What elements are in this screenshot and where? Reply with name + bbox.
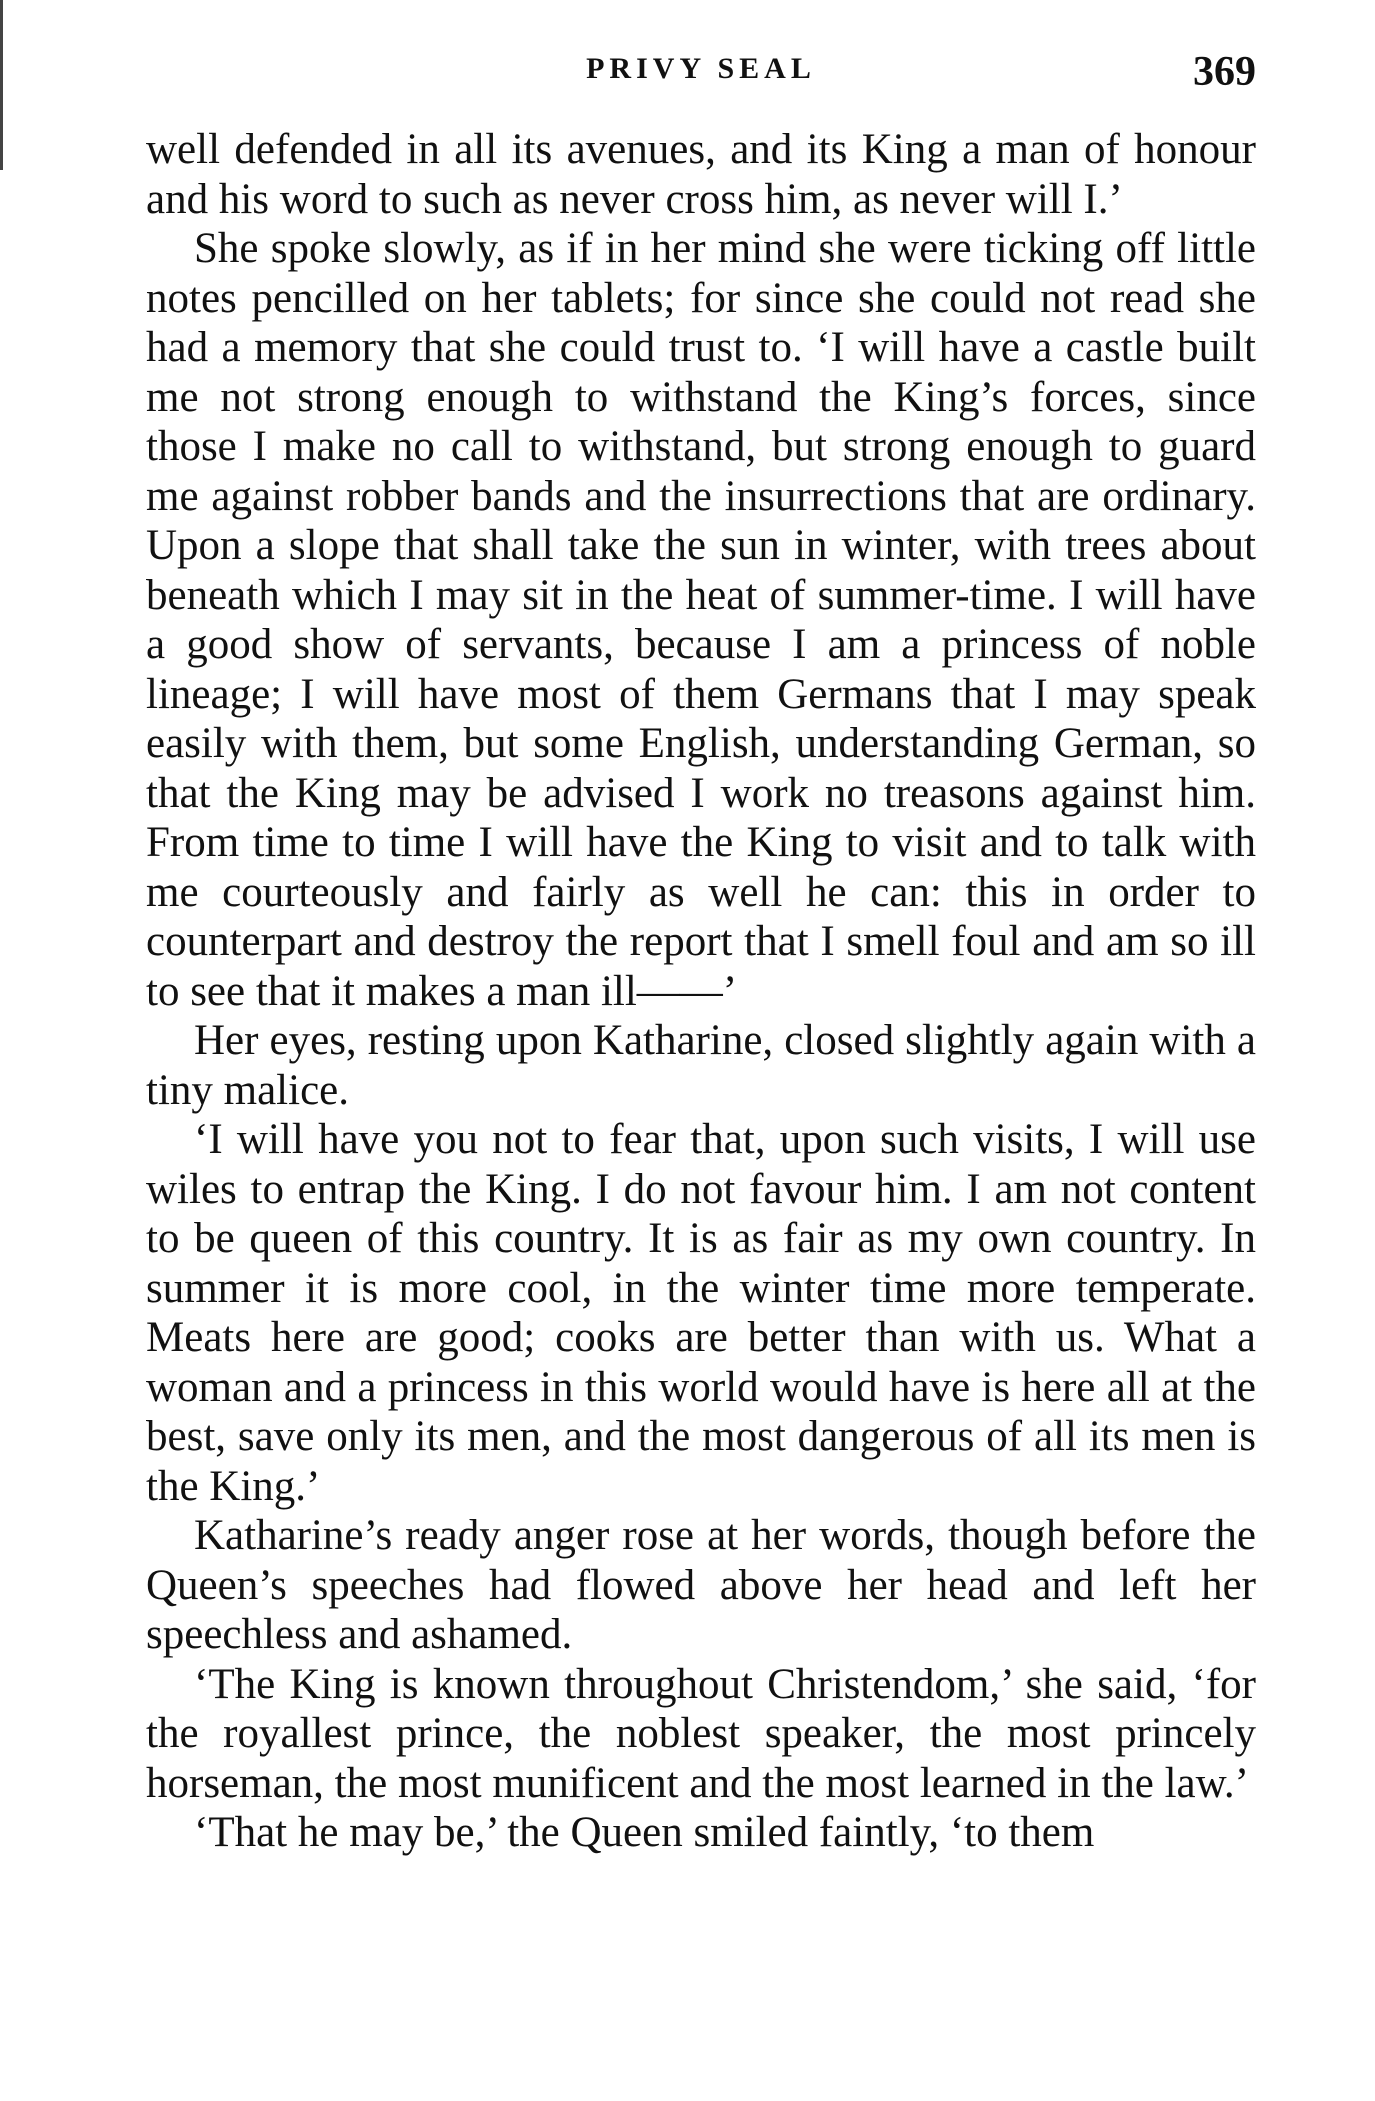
paragraph: well defended in all its avenues, and its King a man of honour and his word to such as never cross him, as never will I.’ [146, 126, 1256, 223]
running-head: PRIVY SEAL [586, 52, 816, 85]
paragraph: She spoke slowly, as if in her mind she were ticking off little notes pencilled on her tablets; for since she could not read she had a memory that she could trust to. ‘I will have a castle built me not strong enough to withstand the King’s forces, since those I make no call to withstand, but strong enough to guard me against robber bands and the insurrections that are ordinary. Upon a slope that shall take the sun in winter, with trees about beneath which I may sit in the heat of summer-time. I will have a good show of servants, because I am a princess of noble lineage; I will have most of them Germans that I may speak easily with them, but some English, understanding German, so that the King may be advised I work no treasons against him. From time to time I will have the King to visit and to talk with me courteously and fairly as well he can: this in order to counterpart and destroy the report that I smell foul and am so ill to see that it makes a man ill——’ [146, 225, 1256, 1015]
page-header [146, 49, 1256, 112]
scan-edge [0, 0, 3, 170]
paragraph: Her eyes, resting upon Katharine, closed slightly again with a tiny malice. [146, 1017, 1256, 1114]
paragraph: ‘I will have you not to fear that, upon such visits, I will use wiles to entrap the King. I do not favour him. I am not content to be queen of this country. It is as fair as my own country. In summer it is more cool, in the winter time more temperate. Meats here are good; cooks are better than with us. What a woman and a princess in this world would have is here all at the best, save only its men, and the most dangerous of all its men is the King.’ [146, 1116, 1256, 1510]
page-number: 369 [1193, 49, 1256, 95]
paragraph: ‘That he may be,’ the Queen smiled faintly, ‘to them [194, 1809, 1095, 1856]
paragraph: Katharine’s ready anger rose at her words, though before the Queen’s speeches had flowed above her head and left her speechless and ashamed. [146, 1512, 1256, 1658]
body-text [146, 125, 1256, 1858]
paragraph: ‘The King is known throughout Christendom,’ she said, ‘for the royallest prince, the noblest speaker, the most princely horseman, the most munificent and the most learned in the law.’ [146, 1660, 1256, 1807]
